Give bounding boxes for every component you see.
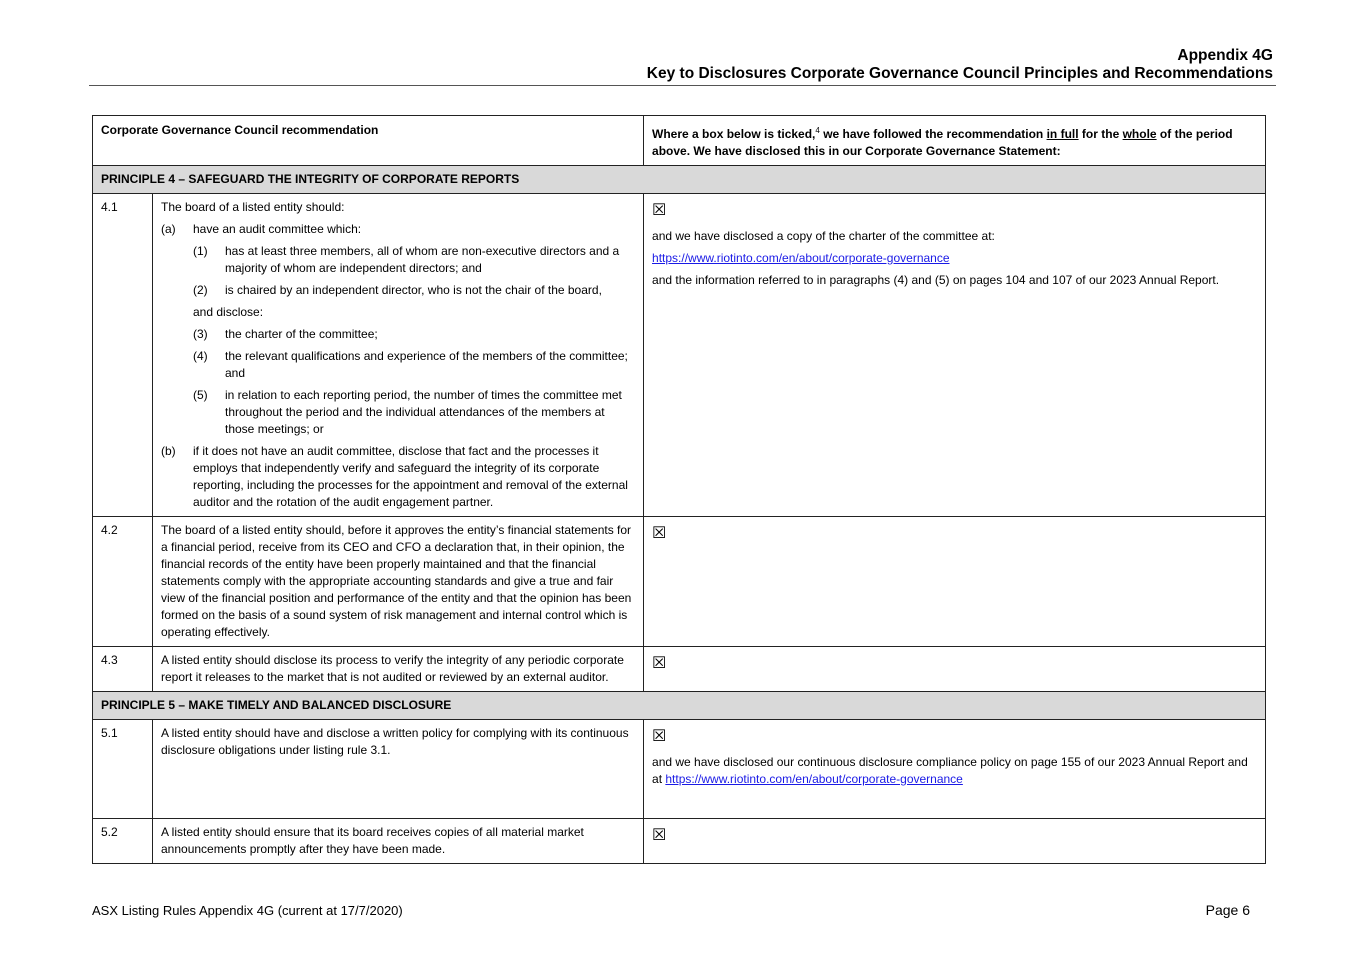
disclosure-response xyxy=(644,517,1266,647)
recommendation-number: 4.1 xyxy=(93,194,153,517)
header-divider xyxy=(89,85,1276,86)
recommendation-number: 5.1 xyxy=(93,720,153,819)
recommendation-text: A listed entity should ensure that its board receives copies of all material market announcements promptly after they have been made. xyxy=(153,819,644,864)
principle-5-row xyxy=(93,692,1266,720)
recommendation-number: 5.2 xyxy=(93,819,153,864)
appendix-title: Appendix 4G xyxy=(1177,47,1273,64)
disclosure-response: ☒ and we have disclosed a copy of the charter of the committee at: https://www.riotinto.com/en/about/corporate-governance and the information referred to in paragraphs (4) and (5) on pages 104 and 107 of our 2023 Annual Report. xyxy=(644,194,1266,517)
checked-box-icon[interactable]: ☒ xyxy=(652,728,667,745)
principle-5-heading: PRINCIPLE 5 – MAKE TIMELY AND BALANCED DISCLOSURE xyxy=(93,692,1266,720)
recommendation-text: A listed entity should disclose its process to verify the integrity of any periodic corporate report it releases to the market that is not audited or reviewed by an external auditor. xyxy=(153,647,644,692)
governance-link[interactable]: https://www.riotinto.com/en/about/corporate-governance xyxy=(665,772,963,786)
recommendation-number: 4.3 xyxy=(93,647,153,692)
footnote-marker[interactable]: 4 xyxy=(815,126,820,135)
checked-box-icon[interactable]: ☒ xyxy=(652,202,667,219)
table-row xyxy=(93,647,1266,692)
table-row xyxy=(93,194,1266,517)
checked-box-icon[interactable]: ☒ xyxy=(652,655,667,672)
governance-table xyxy=(92,115,1266,864)
recommendation-text: The board of a listed entity should: (a) have an audit committee which: (1) has at least three members, all of whom are non-executive directors and a majority of whom are independent directors; and (2) is chaired by an independent director, who is not the chair of the board, and disclose: (3) the charter of the committee; (4) the relevant qualifications and experience of the members of the committee; and (5) in relation to each reporting period, the number of times the committee met throughout the period and the individual attendances of the members at those meetings; or (b) if it does not have an audit committee, disclose that fact and the processes it employs that independently verify and safeguard the integrity of its corporate reporting, including the processes for the appointment and removal of the external auditor and the rotation of the audit engagement partner. xyxy=(153,194,644,517)
disclosure-response xyxy=(644,647,1266,692)
checked-box-icon[interactable]: ☒ xyxy=(652,827,667,844)
disclosure-column-header: Where a box below is ticked,$^4$ we have followed the recommendation in full for the whole of the period above. We have disclosed this in our Corporate Governance Statement: xyxy=(644,116,1266,166)
page-number: Page 6 xyxy=(1205,902,1250,918)
principle-4-row xyxy=(93,166,1266,194)
table-row xyxy=(93,517,1266,647)
table-row xyxy=(93,819,1266,864)
recommendation-text: The board of a listed entity should, before it approves the entity’s financial statements for a financial period, receive from its CEO and CFO a declaration that, in their opinion, the financial records of the entity have been properly maintained and that the financial statements comply with the appropriate accounting standards and give a true and fair view of the financial position and performance of the entity and that the opinion has been formed on the basis of a sound system of risk management and internal control which is operating effectively. xyxy=(153,517,644,647)
principle-4-heading: PRINCIPLE 4 – SAFEGUARD THE INTEGRITY OF CORPORATE REPORTS xyxy=(93,166,1266,194)
disclosure-response: ☒ and we have disclosed our continuous disclosure compliance policy on page 155 of our 2023 Annual Report and at https://www.riotinto.com/en/about/corporate-governance xyxy=(644,720,1266,819)
recommendation-text: A listed entity should have and disclose a written policy for complying with its continuous disclosure obligations under listing rule 3.1. xyxy=(153,720,644,819)
footer-source: ASX Listing Rules Appendix 4G (current at 17/7/2020) xyxy=(92,903,403,918)
recommendation-number: 4.2 xyxy=(93,517,153,647)
table-row xyxy=(93,720,1266,819)
governance-link[interactable]: https://www.riotinto.com/en/about/corporate-governance xyxy=(652,251,950,265)
recommendation-column-header: Corporate Governance Council recommendation xyxy=(93,116,644,166)
disclosure-response xyxy=(644,819,1266,864)
checked-box-icon[interactable]: ☒ xyxy=(652,525,667,542)
table-header-row xyxy=(93,116,1266,166)
document-subtitle: Key to Disclosures Corporate Governance Council Principles and Recommendations xyxy=(646,65,1273,82)
